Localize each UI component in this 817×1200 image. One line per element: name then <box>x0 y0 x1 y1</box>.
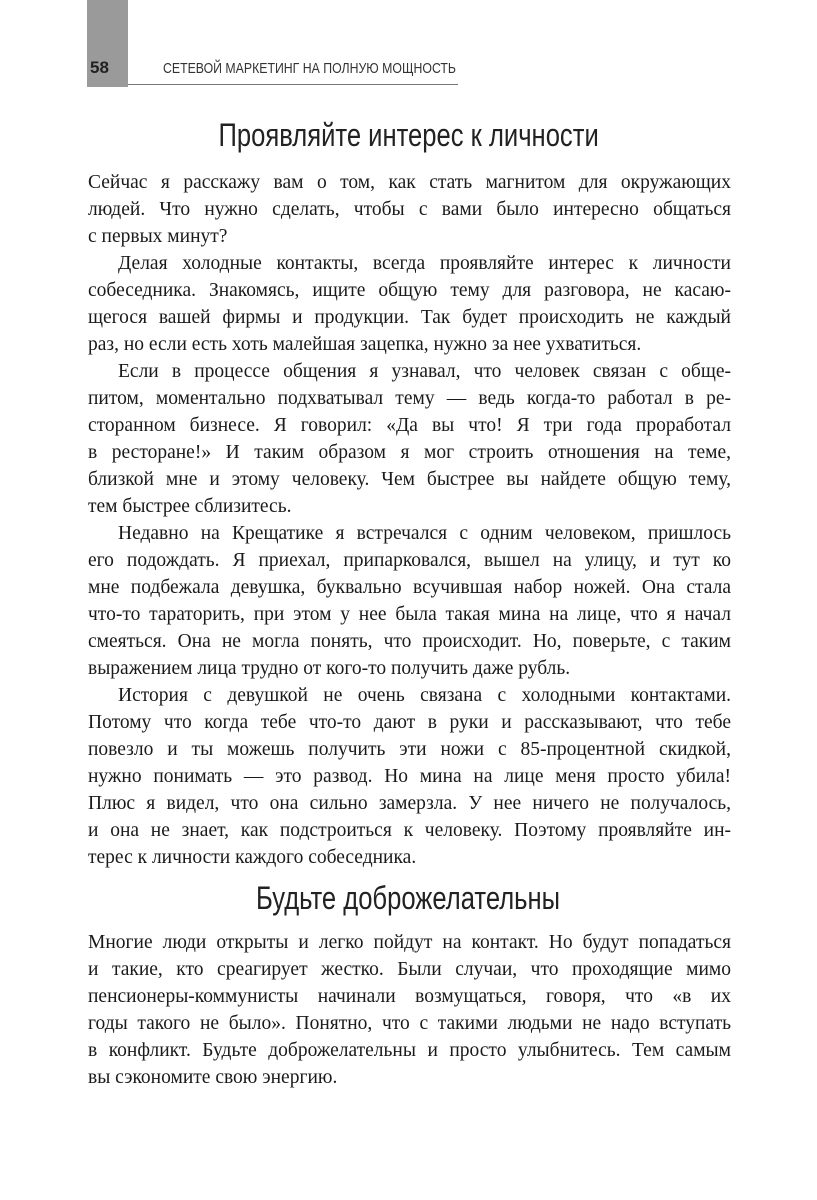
text-line: питом, моментально подхватывал тему — ведь когда-то работал в ре- <box>88 388 731 409</box>
section-heading <box>0 117 817 154</box>
header-rule <box>128 84 458 85</box>
text-line: выражением лица трудно от кого-то получить даже рубль. <box>88 658 571 679</box>
text-line: Если в процессе общения я узнавал, что человек связан с обще- <box>118 361 731 382</box>
section-heading <box>0 880 817 917</box>
text-line: Плюс я видел, что она сильно замерзла. У нее ничего не получалось, <box>88 793 731 814</box>
page-number: 58 <box>90 58 109 77</box>
paragraph <box>88 682 731 871</box>
paragraph <box>88 250 731 358</box>
text-line: нужно понимать — это развод. Но мина на лице меня просто убила! <box>88 766 731 787</box>
text-line: и такие, кто среагирует жестко. Были случаи, что проходящие мимо <box>88 959 731 980</box>
text-line: в конфликт. Будьте доброжелательны и просто улыбнитесь. Тем самым <box>88 1040 731 1061</box>
text-line: Делая холодные контакты, всегда проявляйте интерес к личности <box>118 253 731 274</box>
text-line: вы сэкономите свою энергию. <box>88 1067 338 1088</box>
running-title: СЕТЕВОЙ МАРКЕТИНГ НА ПОЛНУЮ МОЩНОСТЬ <box>163 60 457 77</box>
text-line: что-то тараторить, при этом у нее была такая мина на лице, что я начал <box>88 604 731 625</box>
text-line: тем быстрее сблизитесь. <box>88 496 292 517</box>
text-line: смеяться. Она не могла понять, что происходит. Но, поверьте, с таким <box>88 631 731 652</box>
paragraph <box>88 358 731 520</box>
text-line: пенсионеры-коммунисты начинали возмущаться, говоря, что «в их <box>88 986 731 1007</box>
text-line: его подождать. Я приехал, припарковался, вышел на улицу, и тут ко <box>88 550 731 571</box>
paragraph <box>88 929 731 1091</box>
text-line: щегося вашей фирмы и продукции. Так будет происходить не каждый <box>88 307 731 328</box>
text-line: терес к личности каждого собеседника. <box>88 847 417 868</box>
paragraph <box>88 169 731 250</box>
text-line: людей. Что нужно сделать, чтобы с вами было интересно общаться <box>88 199 731 220</box>
section-body <box>88 169 731 871</box>
text-line: повезло и ты можешь получить эти ножи с 85-процентной скидкой, <box>88 739 731 760</box>
section-heading-text: Проявляйте интерес к личности <box>218 117 599 153</box>
text-line: сторанном бизнесе. Я говорил: «Да вы что! Я три года проработал <box>88 415 731 436</box>
text-line: в ресторане!» И таким образом я мог строить отношения на теме, <box>88 442 731 463</box>
text-line: близкой мне и этому человеку. Чем быстрее вы найдете общую тему, <box>88 469 731 490</box>
text-line: с первых минут? <box>88 226 228 247</box>
section-body <box>88 929 731 1091</box>
text-line: собеседника. Знакомясь, ищите общую тему для разговора, не касаю- <box>88 280 731 301</box>
text-line: и она не знает, как подстроиться к человеку. Поэтому проявляйте ин- <box>88 820 731 841</box>
text-line: мне подбежала девушка, буквально всучившая набор ножей. Она стала <box>88 577 731 598</box>
text-line: История с девушкой не очень связана с холодными контактами. <box>118 685 731 706</box>
text-line: Недавно на Крещатике я встречался с одним человеком, пришлось <box>118 523 731 544</box>
text-line: Сейчас я расскажу вам о том, как стать магнитом для окружающих <box>88 172 731 193</box>
paragraph <box>88 520 731 682</box>
text-line: Потому что когда тебе что-то дают в руки и рассказывают, что тебе <box>88 712 731 733</box>
text-line: Многие люди открыты и легко пойдут на контакт. Но будут попадаться <box>88 932 731 953</box>
section-heading-text: Будьте доброжелательны <box>256 880 561 916</box>
text-line: годы такого не было». Понятно, что с такими людьми не надо вступать <box>88 1013 731 1034</box>
text-line: раз, но если есть хоть малейшая зацепка, нужно за нее ухватиться. <box>88 334 642 355</box>
